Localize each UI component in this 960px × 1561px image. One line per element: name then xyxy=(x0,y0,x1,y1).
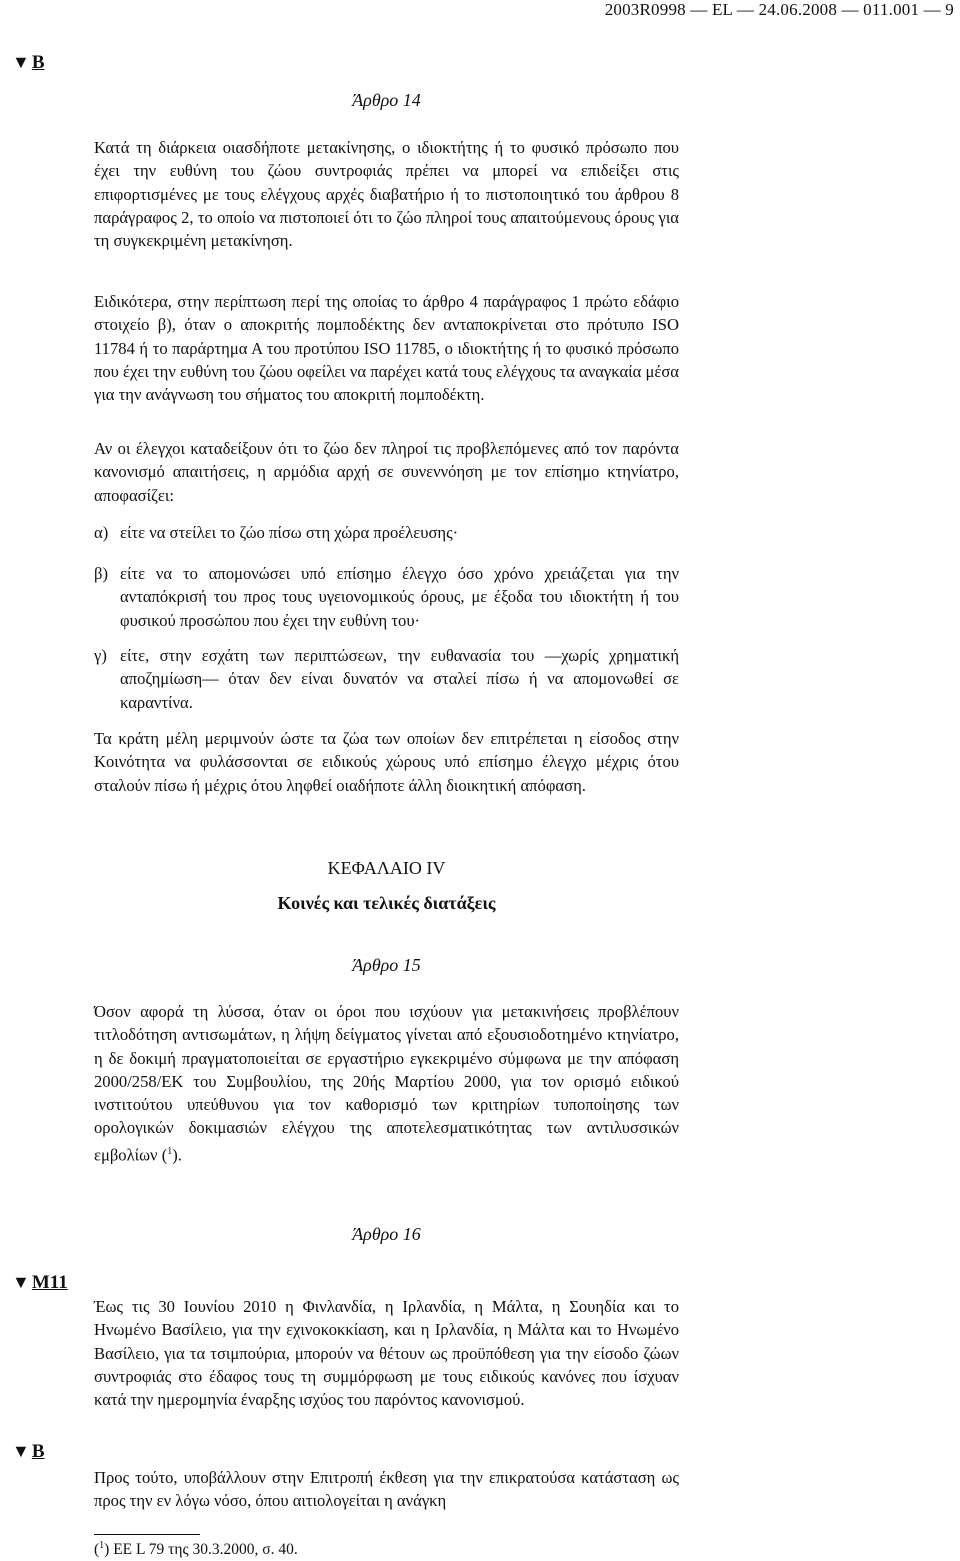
article-14-paragraph-4: Τα κράτη μέλη μεριμνούν ώστε τα ζώα των οποίων δεν επιτρέπεται η είσοδος στην Κοινότητα να φυλάσσονται σε ειδικούς χώρους υπό επίσημο έλεγχο μέχρις ότου σταλούν πίσω ή μέχρις ότου ληφθεί οιαδήποτε άλλη διοικητική απόφαση. xyxy=(94,729,679,795)
list-item xyxy=(94,562,679,632)
chapter-title: Κοινές και τελικές διατάξεις xyxy=(277,893,496,913)
list-item xyxy=(94,644,679,714)
chapter-number: ΚΕΦΑΛΑΙΟ IV xyxy=(327,858,446,878)
article-16-title: Άρθρο 16 xyxy=(352,1224,421,1244)
list-item-label: γ) xyxy=(94,646,107,665)
triangle-down-icon: ▼ xyxy=(12,1441,30,1461)
article-15-paragraph-1: Όσον αφορά τη λύσσα, όταν οι όροι που ισχύουν για μετακινήσεις προβλέπουν τιτλοδότηση αντισωμάτων, η λήψη δείγματος γίνεται από εξουσιοδοτημένο κτηνίατρο, η δε δοκιμή πραγματοποιείται σε εργαστήριο εγκεκριμένο σύμφωνα με την απόφαση 2000/258/ΕΚ του Συμβουλίου, της 20ής Μαρτίου 2000, για τον ορισμό ειδικού ινστιτούτου υπεύθυνου για τον καθορισμό των κριτηρίων τυποποίησης των ορολογικών δοκιμασιών ελέγχου της αποτελεσματικότητας των αντιλυσσικών εμβολίων ($^1$). xyxy=(94,1002,679,1165)
amendment-marker-b xyxy=(12,52,45,74)
triangle-down-icon: ▼ xyxy=(12,1272,30,1292)
list-item-label: β) xyxy=(94,564,108,583)
footnote-separator xyxy=(94,1534,200,1535)
marker-code: B xyxy=(31,1441,45,1462)
triangle-down-icon: ▼ xyxy=(12,52,30,72)
marker-code: B xyxy=(31,52,45,73)
article-14-paragraph-3: Αν οι έλεγχοι καταδείξουν ότι το ζώο δεν πληροί τις προβλεπόμενες από τον παρόντα κανονισμό απαιτήσεις, η αρμόδια αρχή σε συνεννόηση με τον επίσημο κτηνίατρο, αποφασίζει: xyxy=(94,439,679,505)
footnote-text: ΕΕ L 79 της 30.3.2000, σ. 40. xyxy=(113,1541,298,1559)
article-15-title: Άρθρο 15 xyxy=(352,955,421,975)
article-14-title: Άρθρο 14 xyxy=(352,90,421,110)
amendment-marker-m11 xyxy=(12,1272,68,1294)
footnote: ($^1$) ΕΕ L 79 της 30.3.2000, σ. 40. xyxy=(94,1540,298,1559)
footnote-reference[interactable]: 1 xyxy=(167,1145,173,1157)
list-item-text: είτε να το απομονώσει υπό επίσημο έλεγχο όσο χρόνο χρειάζεται για την ανταπόκρισή του προς τους υγειονομικούς όρους, με έξοδα του ιδιοκτήτη ή του φυσικού προσώπου που έχει την ευθύνη του· xyxy=(120,564,679,630)
amendment-marker-b xyxy=(12,1441,45,1463)
page-header: 2003R0998 — EL — 24.06.2008 — 011.001 — 9 xyxy=(604,0,954,19)
list-item xyxy=(94,521,679,544)
article-14-paragraph-2: Ειδικότερα, στην περίπτωση περί της οποίας το άρθρο 4 παράγραφος 1 πρώτο εδάφιο στοιχείο β), όταν ο αποκριτής πομποδέκτης δεν ανταποκρίνεται στο πρότυπο ISO 11784 ή το παράρτημα Α του προτύπου ISO 11785, ο ιδιοκτήτης ή το φυσικό πρόσωπο που έχει την ευθύνη του ζώου οφείλει να παρέχει κατά τους ελέγχους τα αναγκαία μέσα για την ανάγνωση του σήματος του αποκριτή πομποδέκτη. xyxy=(94,292,679,405)
list-item-text: είτε να στείλει το ζώο πίσω στη χώρα προέλευσης· xyxy=(120,523,459,542)
article-14-paragraph-1: Κατά τη διάρκεια οιασδήποτε μετακίνησης, ο ιδιοκτήτης ή το φυσικό πρόσωπο που έχει την ευθύνη του ζώου συντροφιάς πρέπει να μπορεί να επιδείξει στις επιφορτισμένες με τους ελέγχους αρχές διαβατήριο ή το πιστοποιητικό του άρθρου 8 παράγραφος 2, το οποίο να πιστοποιεί ότι το ζώο πληροί τους απαιτούμενους όρους για τη συγκεκριμένη μετακίνηση. xyxy=(94,138,679,251)
marker-code: M11 xyxy=(31,1272,68,1293)
article-16-paragraph-1: Έως τις 30 Ιουνίου 2010 η Φινλανδία, η Ιρλανδία, η Μάλτα, η Σουηδία και το Ηνωμένο Βασίλειο, για την εχινοκοκκίαση, και η Ιρλανδία, η Μάλτα και το Ηνωμένο Βασίλειο, για τα τσιμπούρια, μπορούν να θέτουν ως προϋπόθεση για την είσοδο ζώων συντροφιάς στο έδαφος τους τη συμμόρφωση με τους ειδικούς κανόνες που ίσχυαν κατά την ημερομηνία έναρξης ισχύος του παρόντος κανονισμού. xyxy=(94,1297,679,1410)
list-item-text: είτε, στην εσχάτη των περιπτώσεων, την ευθανασία του —χωρίς χρηματική αποζημίωση— όταν δεν είναι δυνατόν να σταλεί πίσω ή να απομονωθεί σε καραντίνα. xyxy=(120,646,679,712)
article-16-paragraph-2: Προς τούτο, υποβάλλουν στην Επιτροπή έκθεση για την επικρατούσα κατάσταση ως προς την εν λόγω νόσο, όπου αιτιολογείται η ανάγκη xyxy=(94,1468,679,1511)
footnote-number: 1 xyxy=(99,1540,105,1551)
list-item-label: α) xyxy=(94,523,109,542)
